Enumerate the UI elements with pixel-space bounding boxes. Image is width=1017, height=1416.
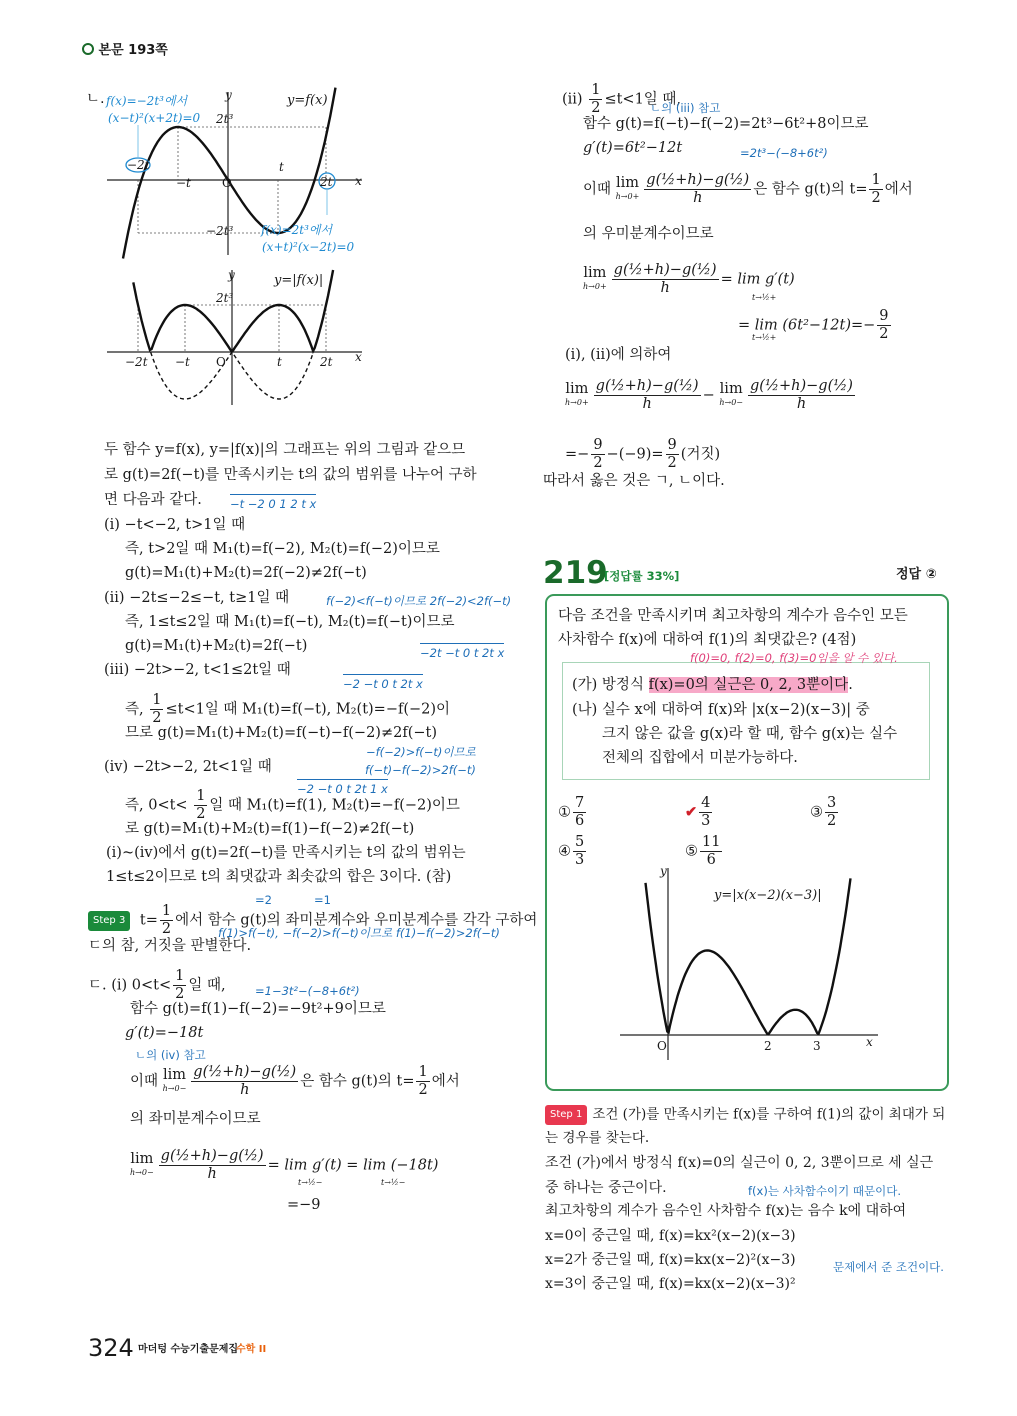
- case-heading: (iii) −2t>−2, t<1≤2t일 때: [104, 662, 291, 678]
- problem-number: 219: [543, 555, 608, 591]
- number-line: −t −2 0 1 2 t x: [230, 494, 316, 513]
- limit: lim h→0−: [162, 1066, 187, 1093]
- number-line: −2 −t 0 t 2t x: [343, 674, 423, 693]
- limit-difference: lim h→0+ $\frac{\text{g(½+h)−g(½)}}{h}$ − lim h→0− $\frac{\text{g(½+h)−g(½)}}{h}$: [565, 378, 853, 412]
- difference-quotient: $\frac{\text{g(½+h)−g(½)}}{h}$: [595, 378, 699, 412]
- text-line: x=0이 중근일 때, f(x)=kx²(x−2)(x−3): [545, 1228, 796, 1244]
- annotation: f(1)>f(−t), −f(−2)>f(−t)이므로 f(1)−f(−2)>2f(−t): [218, 926, 500, 940]
- axis-label-y: y: [225, 88, 232, 102]
- highlight: f(x)=0의 실근은 0, 2, 3뿐이다: [648, 677, 849, 693]
- limit: lim h→0+: [615, 174, 640, 201]
- number-line: −2 −t 0 t 2t 1 x: [297, 779, 388, 798]
- fraction: $\frac{1}{2}$: [871, 172, 881, 206]
- page-reference: 본문 193쪽: [82, 42, 168, 60]
- annotation: =2: [255, 893, 272, 907]
- tick-label: t: [277, 355, 282, 369]
- text-line: 는 경우를 찾는다.: [545, 1130, 650, 1146]
- axis-label-x: x: [355, 174, 362, 188]
- tick-label: 2t: [320, 175, 333, 189]
- text-line: =−9: [287, 1197, 321, 1213]
- note: f(x)=2t³에서: [261, 223, 333, 237]
- text-line: g(t)=M₁(t)+M₂(t)=2f(−2)≠2f(−t): [125, 565, 367, 581]
- annotation: 문제에서 준 조건이다.: [833, 1260, 944, 1274]
- text-line: 1≤t≤2이므로 t의 최댓값과 최솟값의 합은 3이다. (참): [106, 869, 452, 885]
- axis-label-y: y: [228, 268, 235, 282]
- fraction: $\frac{1}{2}$: [591, 82, 601, 116]
- fraction: $\frac{1}{2}$: [175, 968, 185, 1002]
- text-line: =− $\frac{9}{2}$ −(−9)= $\frac{9}{2}$ (거짓): [565, 437, 721, 471]
- axis-label-x: x: [866, 1035, 873, 1049]
- tick-label: 3: [813, 1039, 821, 1053]
- origin-label: O: [216, 355, 226, 369]
- annotation: f(0)=0, f(2)=0, f(3)=0임을 알 수 있다.: [690, 651, 898, 665]
- fraction: $\frac{9}{2}$: [667, 437, 677, 471]
- annotation: =1: [314, 893, 331, 907]
- choice-4[interactable]: ④ $\frac{5}{3}$: [558, 834, 585, 868]
- difference-quotient: $\frac{\text{g(½+h)−g(½)}}{h}$: [613, 262, 717, 296]
- fraction: $\frac{1}{2}$: [196, 788, 206, 822]
- fraction: $\frac{1}{2}$: [152, 692, 162, 726]
- origin-label: O: [222, 176, 232, 190]
- condition-a: (가) 방정식 f(x)=0의 실근은 0, 2, 3뿐이다.: [572, 677, 853, 693]
- difference-quotient: $\frac{\text{g(½+h)−g(½)}}{h}$: [160, 1148, 264, 1182]
- text-line: 중 하나는 중근이다.: [545, 1180, 667, 1196]
- step1-heading: Step 1 조건 (가)를 만족시키는 f(x)를 구하여 f(1)의 값이 최대가 되: [545, 1105, 945, 1125]
- choice-3[interactable]: ③ $\frac{3}{2}$: [810, 795, 837, 829]
- text-line: 즉, t>2일 때 M₁(t)=f(−2), M₂(t)=f(−2)이므로: [125, 541, 440, 557]
- limit: lim h→0+: [565, 380, 589, 407]
- limit-equation: lim h→0+ $\frac{\text{g(½+h)−g(½)}}{h}$ = lim g′(t): [583, 262, 795, 296]
- correct-rate: [정답률 33%]: [604, 569, 680, 583]
- text-line: 므로 g(t)=M₁(t)+M₂(t)=f(−t)−f(−2)≠2f(−t): [125, 725, 437, 741]
- tick-label: 2: [764, 1039, 772, 1053]
- curve-label: y=|f(x)|: [274, 273, 324, 288]
- fraction: $\frac{9}{2}$: [593, 437, 603, 471]
- limit: lim h→0−: [719, 380, 744, 407]
- condition-b: 전체의 집합에서 미분가능하다.: [602, 750, 798, 766]
- choice-2[interactable]: ✔ $\frac{4}{3}$: [685, 795, 711, 829]
- book-title: 마더텅 수능기출문제집: [138, 1344, 239, 1355]
- annotation: −f(−2)>f(−t)이므로: [366, 745, 476, 759]
- curve-label: y=|x(x−2)(x−3)|: [714, 888, 822, 903]
- text-line: 즉, $\frac{1}{2}$ ≤t<1일 때 M₁(t)=f(−t), M₂(t)=−f(−2)이: [125, 692, 451, 726]
- question-text: 다음 조건을 만족시키며 최고차항의 계수가 음수인 모든: [558, 608, 908, 624]
- text-line: 함수 g(t)=f(1)−f(−2)=−9t²+9이므로: [130, 1001, 386, 1017]
- annotation: =2t³−(−8+6t²): [740, 146, 828, 160]
- annotation: ㄴ의 (iv) 참고: [135, 1048, 206, 1062]
- graph-abs-f: [107, 270, 362, 405]
- limit-subscript: t→½−: [381, 1178, 406, 1187]
- tick-label: 2t³: [216, 291, 234, 305]
- choice-5[interactable]: ⑤ $\frac{11}{6}$: [685, 834, 721, 868]
- difference-quotient: $\frac{\text{g(½+h)−g(½)}}{h}$: [193, 1064, 297, 1098]
- text-line: 조건 (가)에서 방정식 f(x)=0의 실근이 0, 2, 3뿐이므로 세 실근: [545, 1155, 934, 1171]
- tick-label: −2t³: [206, 224, 234, 238]
- item-label: ㄴ.: [86, 91, 105, 107]
- tick-label: t: [279, 160, 284, 174]
- limit-subscript: t→½+: [752, 293, 777, 302]
- text-line: 즉, 0<t< $\frac{1}{2}$ 일 때 M₁(t)=f(1), M₂(t)=−f(−2)이므: [125, 788, 460, 822]
- case-heading: (ii) −2t≤−2≤−t, t≥1일 때: [104, 590, 290, 606]
- note: f(x)=−2t³에서: [106, 94, 188, 108]
- text-line: ㄷ의 참, 거짓을 판별한다.: [88, 938, 252, 954]
- question-text: 사차함수 f(x)에 대하여 f(1)의 최댓값은? (4점): [558, 632, 857, 648]
- text-line: (i)~(iv)에서 g(t)=2f(−t)를 만족시키는 t의 값의 범위는: [106, 845, 466, 861]
- choice-1[interactable]: ① $\frac{7}{6}$: [558, 795, 585, 829]
- case-heading: (iv) −2t>−2, 2t<1일 때: [104, 759, 272, 775]
- limit-statement: 이때 lim h→0+ $\frac{\text{g(½+h)−g(½)}}{h}$ 은 함수 g(t)의 t= $\frac{1}{2}$ 에서: [583, 172, 913, 206]
- step3-badge: Step 3: [88, 911, 130, 931]
- annotation: =1−3t²−(−8+6t²): [255, 984, 360, 998]
- case-heading: ㄷ. (i) 0<t< $\frac{1}{2}$ 일 때,: [88, 968, 226, 1002]
- case-heading: (i) −t<−2, t>1일 때: [104, 517, 246, 533]
- origin-label: O: [657, 1039, 667, 1053]
- answer-label: 정답 ②: [896, 567, 937, 582]
- text-line: g′(t)=−18t: [125, 1025, 204, 1041]
- tick-label: −2t: [125, 355, 148, 369]
- difference-quotient: $\frac{\text{g(½+h)−g(½)}}{h}$: [646, 172, 750, 206]
- text-line: 면 다음과 같다.: [104, 492, 202, 508]
- annotation: f(−2)<f(−t)이므로 2f(−2)<2f(−t): [326, 594, 512, 608]
- page-number: 324: [88, 1334, 134, 1362]
- fraction: $\frac{1}{2}$: [418, 1064, 428, 1098]
- number-line: −2t −t 0 t 2t x: [420, 643, 504, 662]
- limit-subscript: t→½+: [752, 333, 777, 342]
- text-line: x=3이 중근일 때, f(x)=kx(x−2)(x−3)²: [545, 1276, 796, 1292]
- limit-statement: 이때 lim h→0− $\frac{\text{g(½+h)−g(½)}}{h}$ 은 함수 g(t)의 t= $\frac{1}{2}$ 에서: [130, 1064, 460, 1098]
- text-line: 즉, 1≤t≤2일 때 M₁(t)=f(−t), M₂(t)=f(−t)이므로: [125, 614, 455, 630]
- fraction: $\frac{9}{2}$: [879, 308, 889, 342]
- limit-equation: lim h→0− $\frac{\text{g(½+h)−g(½)}}{h}$ = lim g′(t) = lim (−18t): [130, 1148, 439, 1182]
- condition-b: (나) 실수 x에 대하여 f(x)와 |x(x−2)(x−3)| 중: [572, 702, 870, 718]
- tick-label: −t: [176, 176, 191, 190]
- text-line: 로 g(t)=M₁(t)+M₂(t)=f(1)−f(−2)≠2f(−t): [125, 821, 415, 837]
- tick-label: −t: [175, 355, 190, 369]
- text-line: 두 함수 y=f(x), y=|f(x)|의 그래프는 위의 그림과 같으므: [104, 442, 466, 458]
- step1-badge: Step 1: [545, 1105, 587, 1125]
- text-line: x=2가 중근일 때, f(x)=kx(x−2)²(x−3): [545, 1252, 796, 1268]
- conclusion: 따라서 옳은 것은 ㄱ, ㄴ이다.: [543, 473, 725, 489]
- text-line: 의 우미분계수이므로: [583, 226, 714, 242]
- text-line: 함수 g(t)=f(−t)−f(−2)=2t³−6t²+8이므로: [583, 116, 869, 132]
- text-line: 로 g(t)=2f(−t)를 만족시키는 t의 값의 범위를 나누어 구하: [104, 467, 477, 483]
- note: (x−t)²(x+2t)=0: [108, 111, 201, 125]
- step3-heading: Step 3 t= $\frac{1}{2}$ 에서 함수 g(t)의 좌미분계수와 우미분계수를 각각 구하여: [88, 903, 537, 938]
- tick-label: 2t: [320, 355, 333, 369]
- tick-label: 2t³: [216, 112, 234, 126]
- annotation: f(−t)−f(−2)>2f(−t): [365, 763, 476, 777]
- text-line: g′(t)=6t²−12t: [583, 140, 683, 156]
- limit-subscript: t→½−: [298, 1178, 323, 1187]
- condition-b: 크지 않은 값을 g(x)라 할 때, 함수 g(x)는 실수: [602, 726, 898, 742]
- check-mark-icon: ✔: [685, 803, 698, 821]
- tick-label: −2t: [127, 158, 150, 172]
- annotation: ㄴ의 (iii) 참고: [650, 101, 721, 115]
- limit: lim h→0+: [583, 264, 607, 291]
- limit: lim h→0−: [130, 1150, 154, 1177]
- case-heading: (ii) $\frac{1}{2}$ ≤t<1일 때,: [562, 82, 682, 116]
- text-line: g(t)=M₁(t)+M₂(t)=2f(−t): [125, 638, 308, 654]
- difference-quotient: $\frac{\text{g(½+h)−g(½)}}{h}$: [750, 378, 853, 412]
- fraction: $\frac{1}{2}$: [161, 903, 172, 937]
- text-line: (i), (ii)에 의하여: [565, 347, 672, 363]
- text-line: = lim (6t²−12t)=− $\frac{9}{2}$: [738, 308, 889, 342]
- axis-label-x: x: [355, 350, 362, 364]
- axis-label-y: y: [660, 864, 667, 878]
- subject-label: 수학 II: [236, 1344, 267, 1355]
- text-line: 의 좌미분계수이므로: [130, 1111, 261, 1127]
- curve-label: y=f(x): [287, 93, 328, 108]
- annotation: f(x)는 사차함수이기 때문이다.: [748, 1184, 901, 1198]
- text-line: 최고차항의 계수가 음수인 사차함수 f(x)는 음수 k에 대하여: [545, 1203, 907, 1219]
- note: (x+t)²(x−2t)=0: [262, 240, 355, 254]
